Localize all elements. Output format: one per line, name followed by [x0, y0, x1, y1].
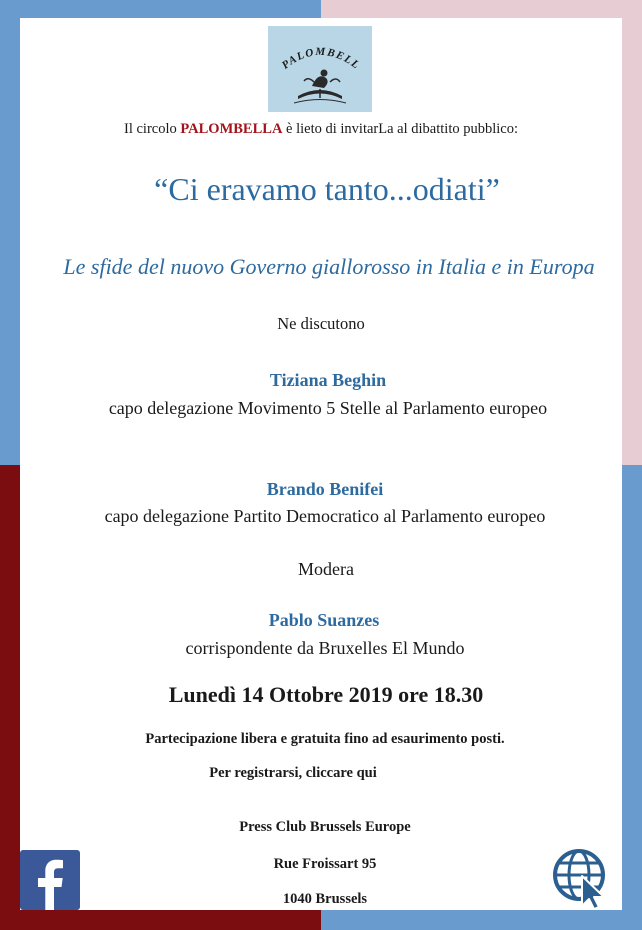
facebook-icon[interactable] [20, 850, 80, 910]
globe-cursor-icon[interactable] [552, 848, 612, 910]
moderator-name: Pablo Suanzes [268, 610, 380, 630]
invitation-card [20, 18, 622, 910]
event-title: “Ci eravamo tanto...odiati” [154, 171, 500, 207]
moderator-role: corrispondente da Bruxelles El Mundo [185, 638, 465, 658]
venue-name: Press Club Brussels Europe [239, 819, 411, 835]
venue-street: Rue Froissart 95 [273, 856, 377, 872]
speaker-name: Tiziana Beghin [269, 370, 387, 390]
palombella-logo [268, 26, 372, 112]
venue-city: 1040 Brussels [282, 891, 368, 907]
discuss-label: Ne discutono [277, 314, 365, 333]
speaker-role: capo delegazione Partito Democratico al Parlamento europeo [104, 506, 546, 526]
speaker-role: capo delegazione Movimento 5 Stelle al Parlamento europeo [108, 398, 548, 418]
participation-note: Partecipazione libera e gratuita fino ad esaurimento posti. [145, 731, 505, 747]
svg-text:PALOMBELLA: PALOMBELL [279, 45, 363, 73]
intro-text: Il circolo PALOMBELLA è lieto di invitarLa al dibattito pubblico: [124, 121, 518, 137]
speaker-name: Brando Benifei [266, 479, 384, 499]
registration-link[interactable]: Per registrarsi, cliccare qui [209, 765, 377, 781]
event-date-time: Lunedì 14 Ottobre 2019 ore 18.30 [168, 682, 484, 707]
event-subtitle: Le sfide del nuovo Governo giallorosso in Italia e in Europa [63, 254, 595, 279]
moderator-label: Modera [298, 559, 354, 579]
org-name: PALOMBELLA [180, 121, 283, 137]
